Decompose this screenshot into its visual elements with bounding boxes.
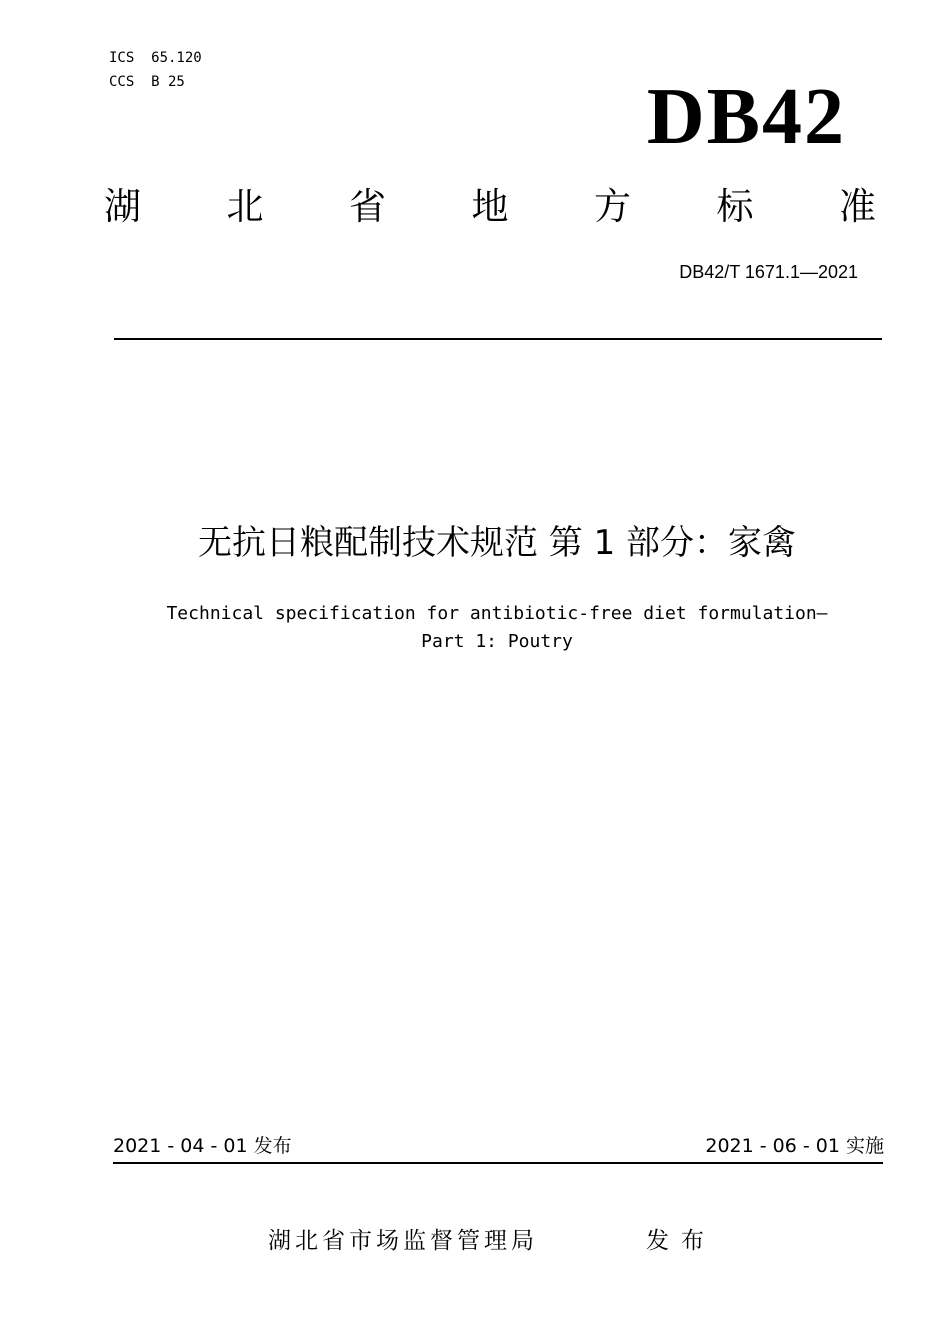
english-title-line-1: Technical specification for antibiotic-free diet formulation—: [166, 603, 828, 624]
db42-logo: DB42: [646, 73, 846, 161]
standard-kind-char: 地: [471, 185, 509, 228]
standard-kind-char: 北: [226, 185, 264, 228]
standard-kind-char: 准: [839, 185, 876, 228]
issuing-authority: 湖北省市场监督管理局: [268, 1228, 538, 1254]
standard-kind-char: 省: [349, 185, 386, 228]
standard-number: DB42/T 1671.1—2021: [679, 262, 858, 282]
standard-kind-heading: [104, 184, 876, 230]
standard-kind-char: 标: [716, 185, 754, 228]
standard-kind-char: 方: [594, 185, 631, 228]
footer-divider: [113, 1162, 883, 1164]
document-title-english: [0, 600, 950, 656]
document-title-chinese: 无抗日粮配制技术规范 第 1 部分：家禽: [197, 523, 797, 563]
header-divider: [114, 338, 882, 340]
ccs-code: CCS B 25: [109, 74, 185, 90]
issue-date: 2021 - 04 - 01 发布: [113, 1135, 292, 1157]
standard-kind-char: 湖: [104, 185, 141, 228]
publish-label: 发布: [646, 1228, 716, 1254]
implementation-date: 2021 - 06 - 01 实施: [705, 1135, 884, 1157]
ics-code: ICS 65.120: [109, 50, 202, 66]
english-title-line-2: Part 1: Poutry: [421, 631, 573, 652]
classification-codes: [109, 46, 202, 94]
